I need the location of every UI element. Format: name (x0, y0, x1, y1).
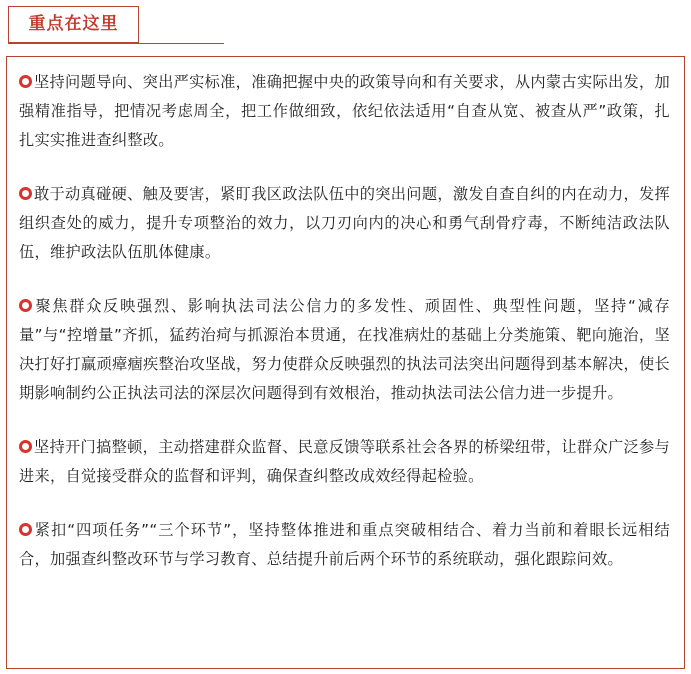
section-title: 重点在这里 (28, 14, 119, 34)
ring-bullet-icon (19, 75, 32, 88)
ring-bullet-icon (19, 299, 32, 312)
title-underline-divider (8, 43, 224, 44)
paragraph-2 (19, 180, 670, 267)
paragraph-3 (19, 292, 670, 408)
ring-bullet-icon (19, 440, 32, 453)
paragraph-4 (19, 433, 670, 491)
paragraph-text: 坚持问题导向、突出严实标准，准确把握中央的政策导向和有关要求，从内蒙古实际出发，加强精准指导，把情况考虑周全，把工作做细致，依纪依法适用“自查从宽、被查从严”政策，扎扎实实推进查纠整改。 (19, 73, 670, 149)
ring-bullet-icon (19, 187, 32, 200)
ring-bullet-icon (19, 523, 32, 536)
paragraph-text: 敢于动真碰硬、触及要害，紧盯我区政法队伍中的突出问题，激发自查自纠的内在动力，发挥组织查处的威力，提升专项整治的效力，以刀刃向内的决心和勇气刮骨疗毒，不断纯洁政法队伍，维护政法队伍肌体健康。 (19, 185, 670, 261)
paragraph-1 (19, 68, 670, 155)
section-title-box (8, 6, 139, 43)
paragraph-5 (19, 516, 670, 574)
content-box (6, 56, 685, 669)
paragraph-text: 聚焦群众反映强烈、影响执法司法公信力的多发性、顽固性、典型性问题，坚持“减存量”与“控增量”齐抓，猛药治疴与抓源治本贯通，在找准病灶的基础上分类施策、靶向施治，坚决打好打赢顽瘴痼疾整治攻坚战，努力使群众反映强烈的执法司法突出问题得到基本解决，使长期影响制约公正执法司法的深层次问题得到有效根治，推动执法司法公信力进一步提升。 (19, 297, 670, 402)
paragraph-text: 坚持开门搞整顿，主动搭建群众监督、民意反馈等联系社会各界的桥梁纽带，让群众广泛参与进来，自觉接受群众的监督和评判，确保查纠整改成效经得起检验。 (19, 438, 670, 485)
paragraph-text: 紧扣“四项任务”“三个环节”，坚持整体推进和重点突破相结合、着力当前和着眼长远相结合，加强查纠整改环节与学习教育、总结提升前后两个环节的系统联动，强化跟踪问效。 (19, 521, 670, 568)
